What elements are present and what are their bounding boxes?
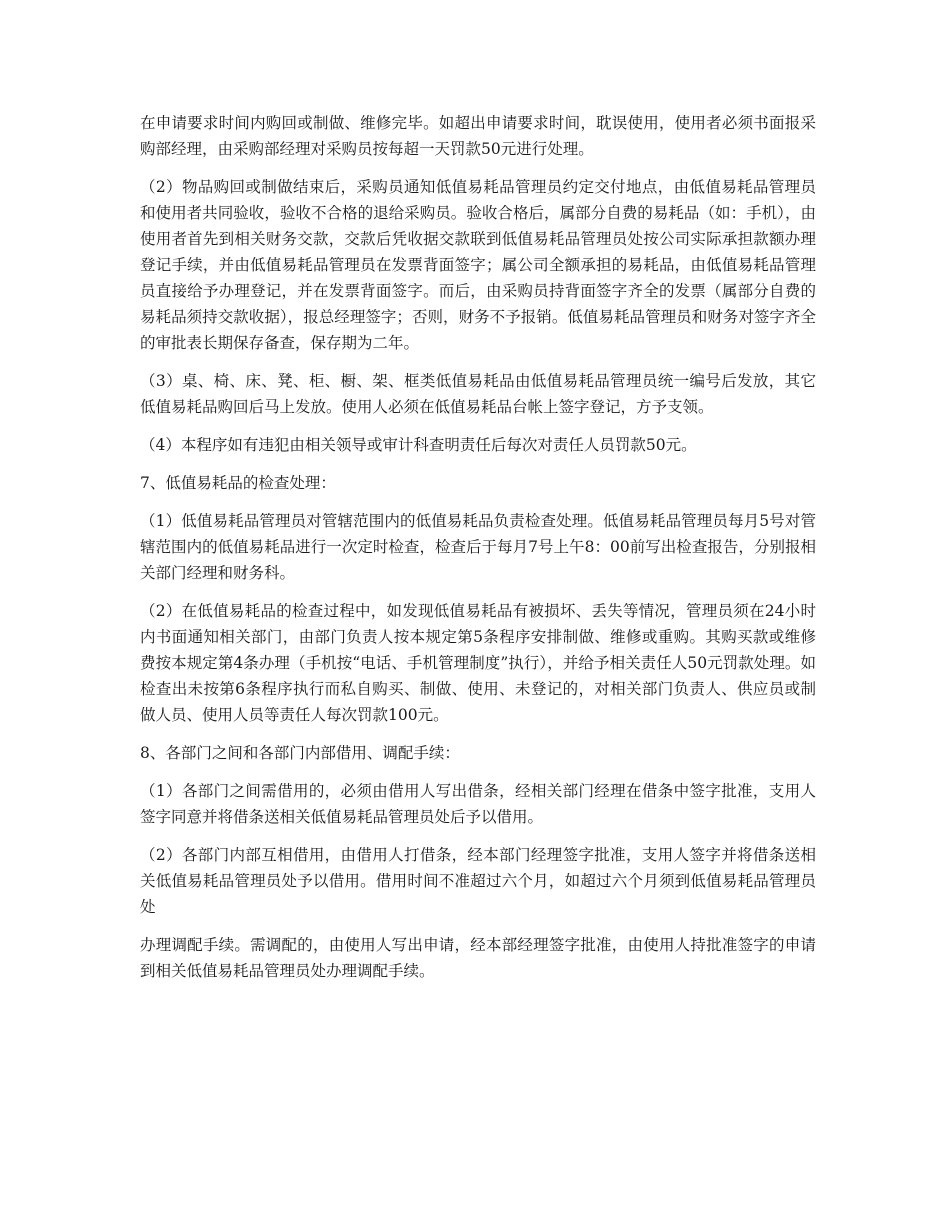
document-page (140, 110, 816, 996)
paragraph-2: （2）物品购回或制做结束后，采购员通知低值易耗品管理员约定交付地点，由低值易耗品管理员和使用者共同验收，验收不合格的退给采购员。验收合格后，属部分自费的易耗品（如：手机），由使用者首先到相关财务交款，交款后凭收据交款联到低值易耗品管理员处按公司实际承担款额办理登记手续，并由低值易耗品管理员在发票背面签字；属公司全额承担的易耗品，由低值易耗品管理员直接给予办理登记，并在发票背面签字。而后，由采购员持背面签字齐全的发票（属部分自费的易耗品须持交款收据），报总经理签字；否则，财务不予报销。低值易耗品管理员和财务对签字齐全的审批表长期保存备查，保存期为二年。 (140, 178, 816, 352)
paragraph-6: （2）在低值易耗品的检查过程中，如发现低值易耗品有被损坏、丢失等情况，管理员须在24小时内书面通知相关部门，由部门负责人按本规定第5条程序安排制做、维修或重购。其购买款或维修费按本规定第4条办理（手机按“电话、手机管理制度”执行），并给予相关责任人50元罚款处理。如检查出未按第6条程序执行而私自购买、制做、使用、未登记的，对相关部门负责人、供应员或制做人员、使用人员等责任人每次罚款100元。 (140, 602, 816, 724)
paragraph-9: 办理调配手续。需调配的，由使用人写出申请，经本部经理签字批准，由使用人持批准签字的申请到相关低值易耗品管理员处办理调配手续。 (140, 936, 816, 980)
section-heading-7: 7、低值易耗品的检查处理： (140, 474, 336, 492)
paragraph-4: （4）本程序如有违犯由相关领导或审计科查明责任后每次对责任人员罚款50元。 (140, 436, 697, 454)
paragraph-5: （1）低值易耗品管理员对管辖范围内的低值易耗品负责检查处理。低值易耗品管理员每月5号对管辖范围内的低值易耗品进行一次定时检查，检查后于每月7号上午8：00前写出检查报告，分别报相关部门经理和财务科。 (140, 512, 816, 582)
paragraph-1: 在申请要求时间内购回或制做、维修完毕。如超出申请要求时间，耽误使用，使用者必须书面报采购部经理，由采购部经理对采购员按每超一天罚款50元进行处理。 (140, 114, 816, 158)
paragraph-8: （2）各部门内部互相借用，由借用人打借条，经本部门经理签字批准，支用人签字并将借条送相关低值易耗品管理员处予以借用。借用时间不准超过六个月，如超过六个月须到低值易耗品管理员处 (140, 846, 816, 916)
paragraph-3: （3）桌、椅、床、凳、柜、橱、架、框类低值易耗品由低值易耗品管理员统一编号后发放，其它低值易耗品购回后马上发放。使用人必须在低值易耗品台帐上签字登记，方予支领。 (140, 372, 816, 416)
section-heading-8: 8、各部门之间和各部门内部借用、调配手续： (140, 744, 460, 762)
paragraph-7: （1）各部门之间需借用的，必须由借用人写出借条，经相关部门经理在借条中签字批准，支用人签字同意并将借条送相关低值易耗品管理员处后予以借用。 (140, 782, 816, 826)
